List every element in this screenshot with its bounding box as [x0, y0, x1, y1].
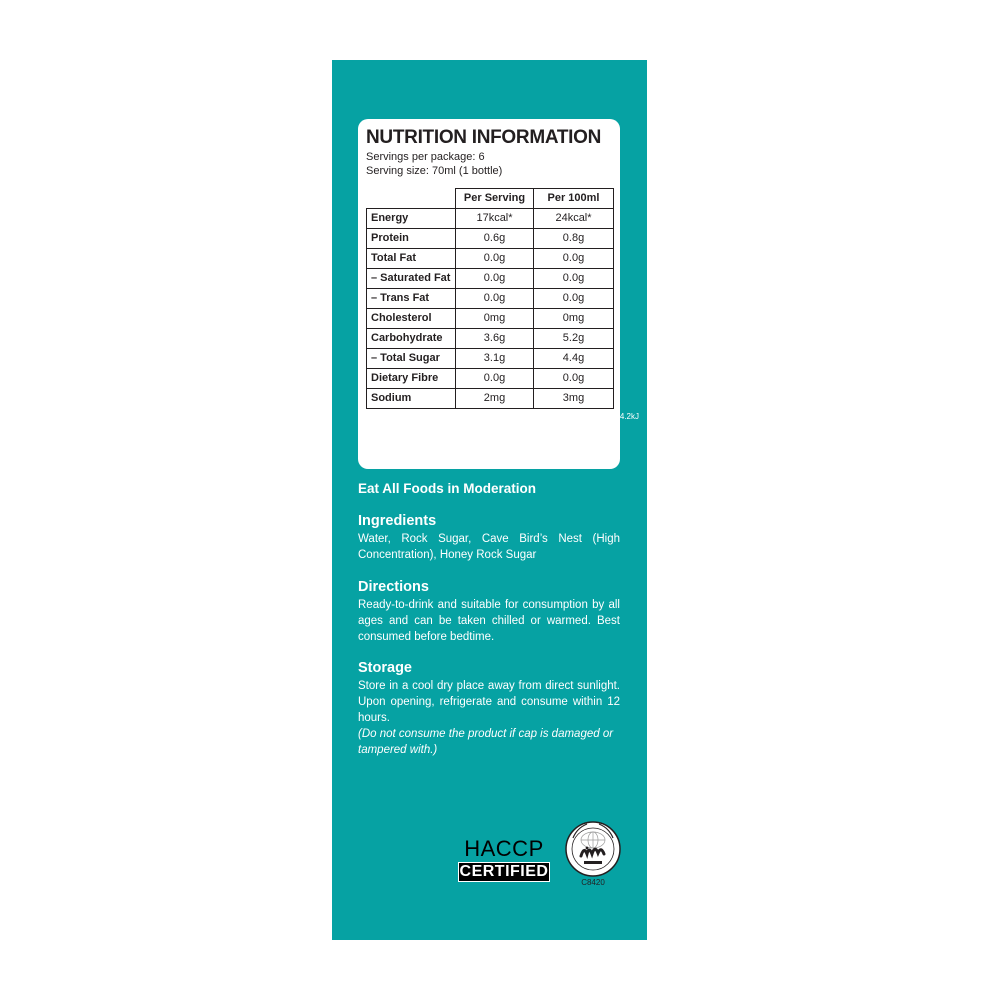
per-100ml-value: 24kcal* — [534, 209, 614, 229]
table-row — [367, 349, 614, 369]
nutrient-name: – Saturated Fat — [367, 269, 456, 289]
per-serving-value: 0mg — [456, 309, 534, 329]
per-100ml-value: 0.0g — [534, 369, 614, 389]
per-serving-value: 0.0g — [456, 289, 534, 309]
per-100ml-value: 0mg — [534, 309, 614, 329]
per-serving-value: 2mg — [456, 389, 534, 409]
per-serving-value: 0.6g — [456, 229, 534, 249]
servings-per-package: Servings per package: 6 — [366, 151, 485, 163]
per-serving-value: 0.0g — [456, 369, 534, 389]
certified-text: CERTIFIED — [459, 863, 549, 880]
per-serving-value: 3.6g — [456, 329, 534, 349]
per-serving-value: 17kcal* — [456, 209, 534, 229]
nutrient-name: Dietary Fibre — [367, 369, 456, 389]
table-row — [367, 329, 614, 349]
haccp-certified-logo — [458, 838, 550, 882]
storage-heading: Storage — [358, 660, 412, 676]
per-100ml-value: 4.4g — [534, 349, 614, 369]
halal-code: C8420 — [581, 878, 605, 887]
per-100ml-value: 0.8g — [534, 229, 614, 249]
per-serving-value: 3.1g — [456, 349, 534, 369]
per-100ml-value: 5.2g — [534, 329, 614, 349]
nutrition-information-box — [358, 119, 620, 469]
sugar-claim: 25% lower in sugar as compared to regular asian drinks — [358, 432, 584, 464]
table-row — [367, 209, 614, 229]
ingredients-heading: Ingredients — [358, 513, 437, 529]
table-row — [367, 289, 614, 309]
table-row — [367, 229, 614, 249]
serving-size: Serving size: 70ml (1 bottle) — [366, 165, 503, 177]
header-per-serving: Per Serving — [456, 189, 534, 209]
storage-warning: (Do not consume the product if cap is damaged or tampered with.) — [358, 728, 614, 756]
table-row — [367, 249, 614, 269]
table-row — [367, 369, 614, 389]
nutrient-name: Cholesterol — [367, 309, 456, 329]
kcal-footnote: *1 kcal = 4.2kJ — [586, 412, 639, 421]
per-100ml-value: 3mg — [534, 389, 614, 409]
halal-certification-logo — [565, 820, 621, 888]
nutrient-name: Energy — [367, 209, 456, 229]
header-per-100ml: Per 100ml — [534, 189, 614, 209]
table-row — [367, 389, 614, 409]
per-100ml-value: 0.0g — [534, 249, 614, 269]
table-row — [367, 269, 614, 289]
nutrition-table-header — [367, 189, 614, 209]
product-label-panel — [332, 60, 647, 940]
halal-seal-icon — [565, 820, 621, 878]
directions-text: Ready-to-drink and suitable for consumption by all ages and can be taken chilled or warmed. Best consumed before bedtime. — [358, 599, 620, 643]
table-row — [367, 309, 614, 329]
header-blank-cell — [367, 189, 456, 209]
per-serving-value: 0.0g — [456, 269, 534, 289]
nutrition-title: NUTRITION INFORMATION — [366, 127, 602, 148]
nutrient-name: Total Fat — [367, 249, 456, 269]
haccp-text: HACCP — [464, 836, 544, 861]
per-serving-value: 0.0g — [456, 249, 534, 269]
per-100ml-value: 0.0g — [534, 289, 614, 309]
nutrient-name: – Trans Fat — [367, 289, 456, 309]
per-100ml-value: 0.0g — [534, 269, 614, 289]
ingredients-text: Water, Rock Sugar, Cave Bird’s Nest (High Concentration), Honey Rock Sugar — [358, 533, 620, 561]
nutrient-name: – Total Sugar — [367, 349, 456, 369]
nutrition-table — [366, 188, 614, 409]
nutrient-name: Sodium — [367, 389, 456, 409]
directions-heading: Directions — [358, 579, 429, 595]
storage-text: Store in a cool dry place away from direct sunlight. Upon opening, refrigerate and consume within 12 hours. — [358, 680, 620, 724]
nutrient-name: Carbohydrate — [367, 329, 456, 349]
moderation-claim: Eat All Foods in Moderation — [358, 481, 536, 496]
nutrient-name: Protein — [367, 229, 456, 249]
